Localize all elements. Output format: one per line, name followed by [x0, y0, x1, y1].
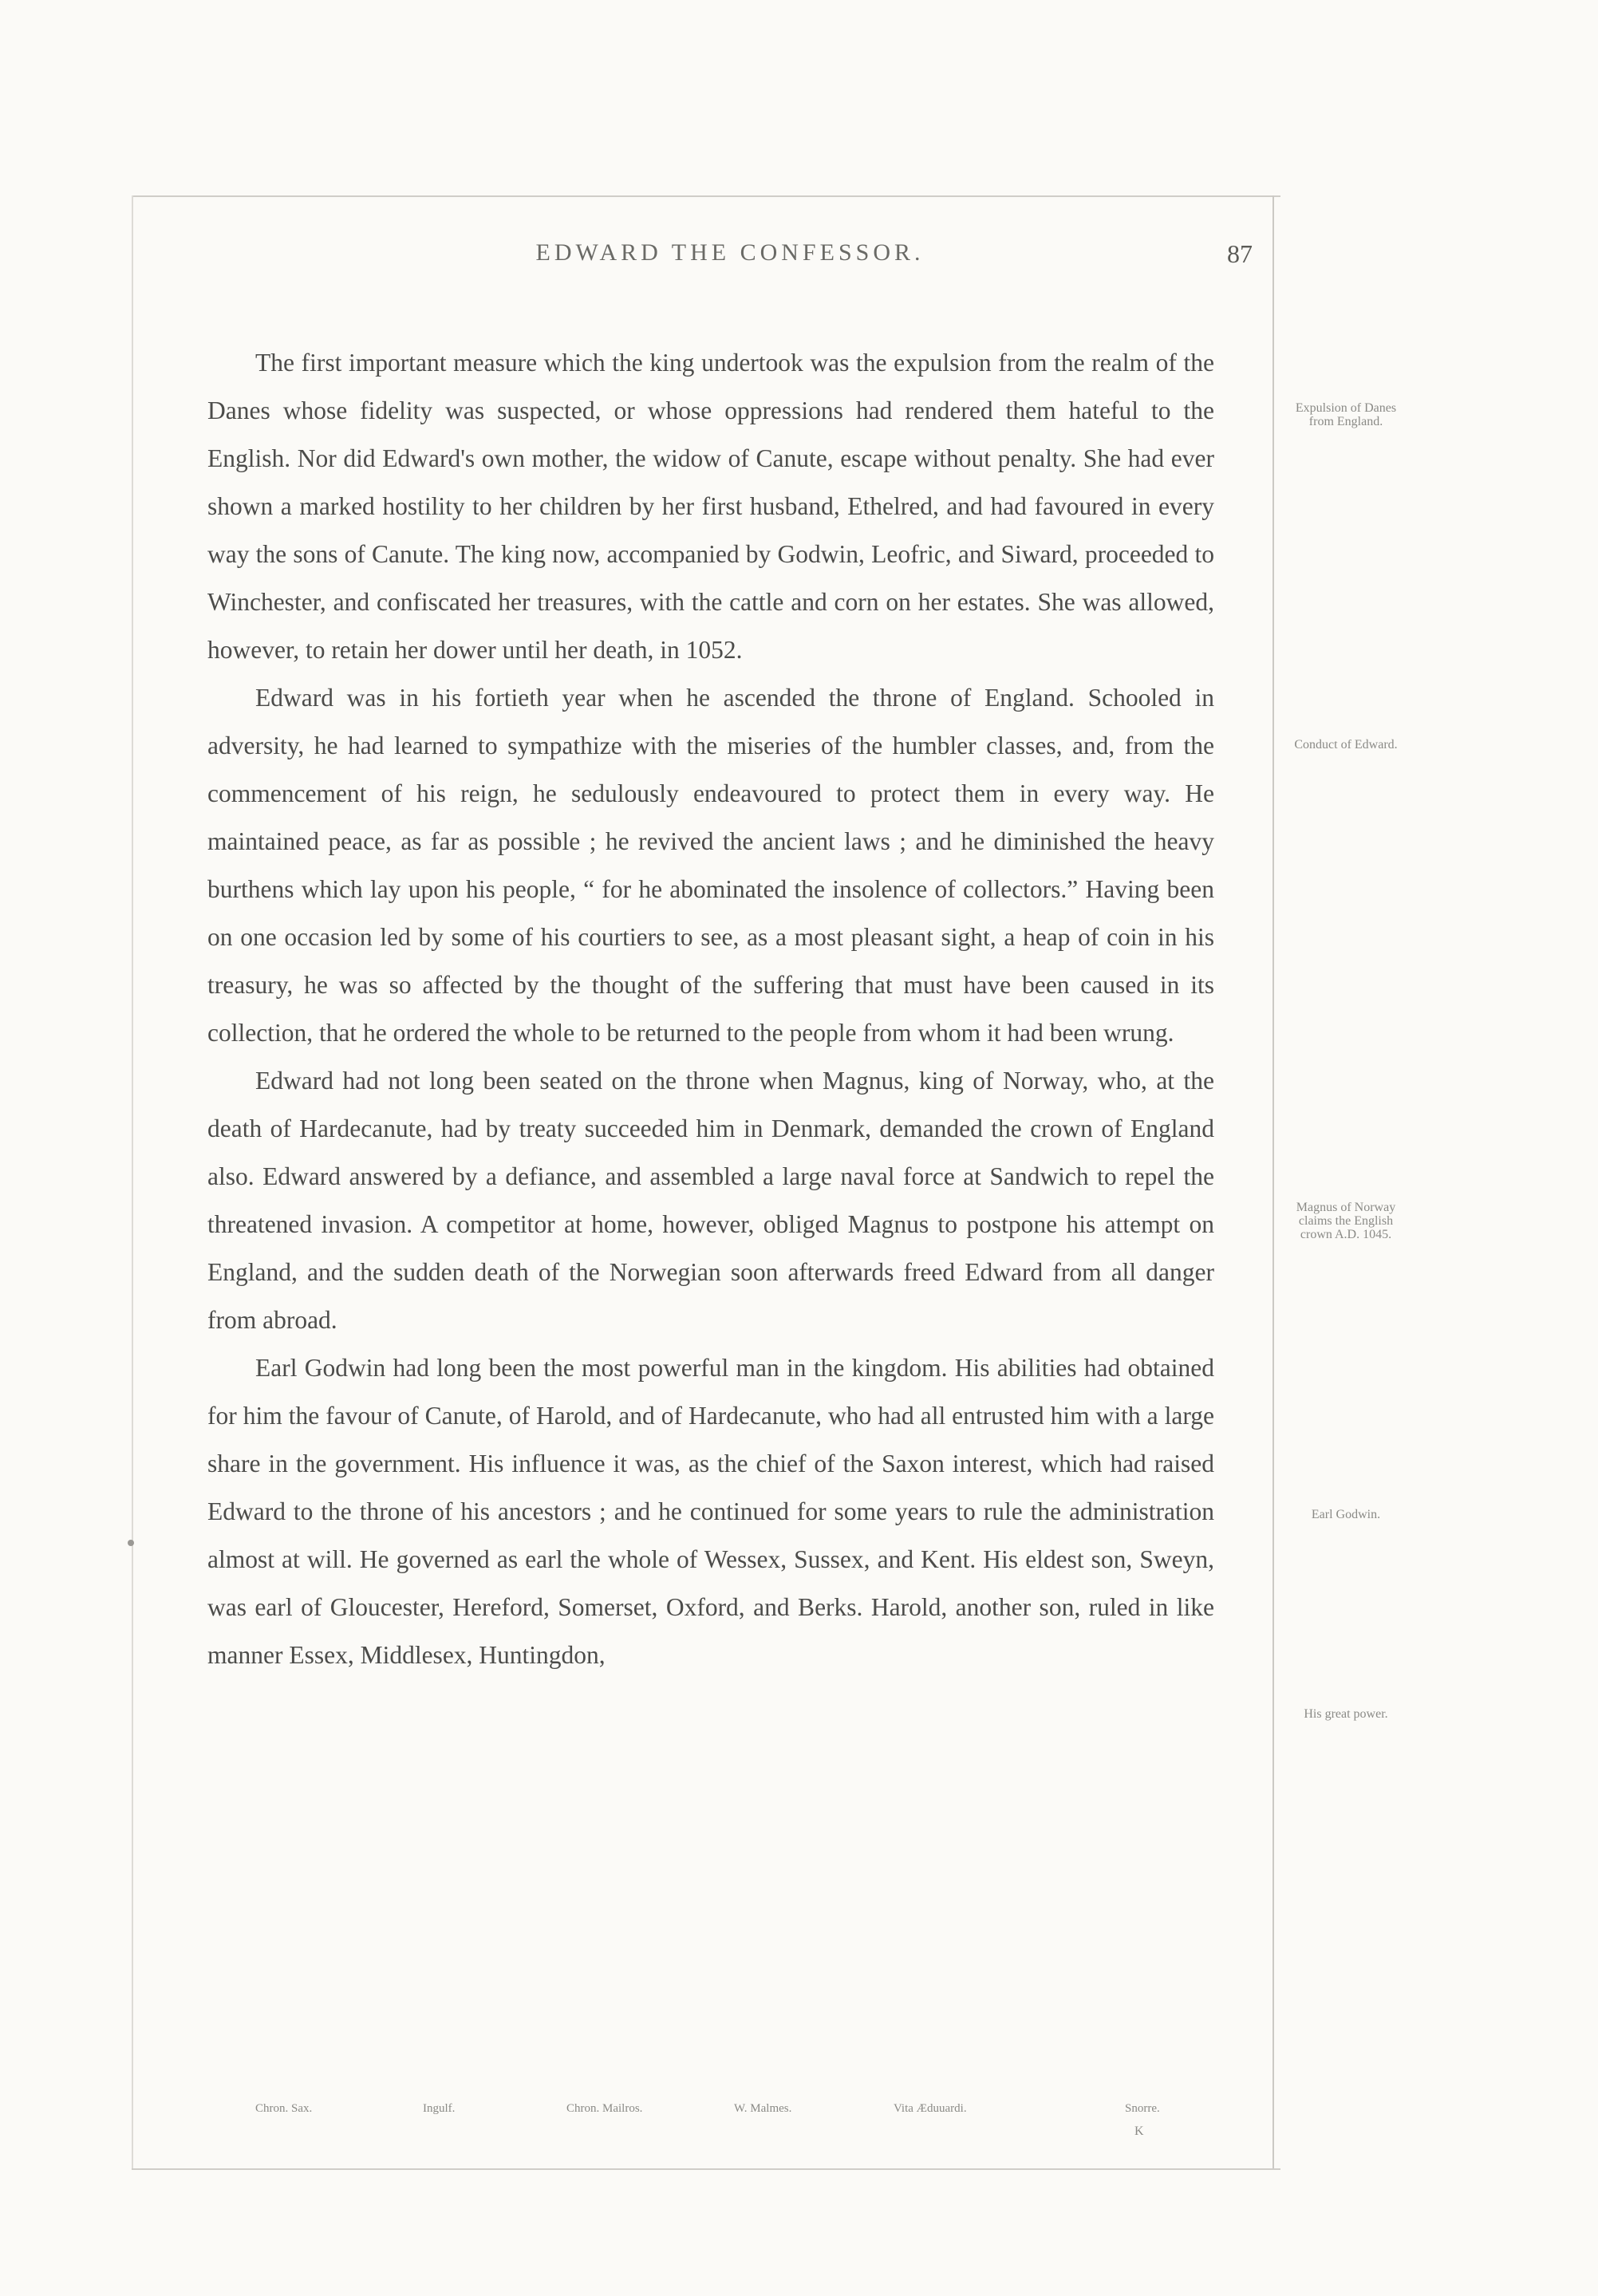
paragraph-earl-godwin: Earl Godwin had long been the most powerful man in the kingdom. His abilities had obtained for him the favour of Canute, of Harold, and of Hardecanute, who had all entrusted him with a large share in the government. His influence it was, as the chief of the Saxon interest, which had raised Edward to the throne of his ancestors ; and he continued for some years to rule the administration almost at will. He governed as earl the whole of Wessex, Sussex, and Kent. His eldest son, Sweyn, was earl of Gloucester, Hereford, Somerset, Oxford, and Berks. Harold, another son, ruled in like manner Essex, Middlesex, Huntingdon,: [207, 1354, 1214, 1669]
paragraph-magnus-of-norway: Edward had not long been seated on the throne when Magnus, king of Norway, who, at the death of Hardecanute, had by treaty succeeded him in Denmark, demanded the crown of England also. Edward answered by a defiance, and assembled a large naval force at Sandwich to repel the threatened invasion. A competitor at home, however, obliged Magnus to postpone his attempt on England, and the sudden death of the Norwegian soon afterwards freed Edward from all danger from abroad.: [207, 1067, 1214, 1334]
footnote-sources: [239, 2102, 1253, 2126]
sidenote-magnus-of-norway: Magnus of Norway claims the English crown A.D. 1045.: [1296, 1201, 1396, 1241]
footnote-source: Chron. Sax.: [255, 2102, 313, 2115]
page-frame-bottom-rule: [132, 2168, 1280, 2170]
paragraph-expulsion-of-danes: The first important measure which the king undertook was the expulsion from the realm of the Danes whose fidelity was suspected, or whose oppressions had rendered them hateful to the English. Nor did Edward's own mother, the widow of Canute, escape without penalty. She had ever shown a marked hostility to her children by her first husband, Ethelred, and had favoured in every way the sons of Canute. The king now, accompanied by Godwin, Leofric, and Siward, proceeded to Winchester, and confiscated her treasures, with the cattle and corn on her estates. She was allowed, however, to retain her dower until her death, in 1052.: [207, 349, 1214, 664]
sidenote-expulsion-of-danes: Expulsion of Danes from England.: [1295, 401, 1397, 428]
running-head: [207, 239, 1253, 279]
page-frame-left-rule: [132, 195, 133, 2170]
footnote-source: Ingulf.: [423, 2102, 456, 2115]
sidenote-earl-godwin: Earl Godwin.: [1311, 1508, 1381, 1521]
footnote-source: Vita Æduuardi.: [894, 2102, 967, 2115]
margin-dot-mark: [128, 1540, 134, 1546]
paragraph-conduct-of-edward: Edward was in his fortieth year when he ascended the throne of England. Schooled in adversity, he had learned to sympathize with the miseries of the humbler classes, and, from the commencement of his reign, he sedulously endeavoured to protect them in every way. He maintained peace, as far as possible ; he revived the ancient laws ; and he diminished the heavy burthens which lay upon his people, “ for he abominated the insolence of collectors.” Having been on one occasion led by some of his courtiers to see, as a most pleasant sight, a heap of coin in his treasury, he was so affected by the thought of the suffering that must have been caused in its collection, that he ordered the whole to be returned to the people from whom it had been wrung.: [207, 684, 1214, 1047]
body-text: [207, 339, 1214, 1679]
sidenote-his-great-power: His great power.: [1304, 1707, 1388, 1721]
page-number: 87: [1227, 239, 1253, 268]
footnote-source: W. Malmes.: [734, 2102, 792, 2115]
running-title: EDWARD THE CONFESSOR.: [535, 239, 925, 266]
footnote-source: Snorre.: [1125, 2102, 1160, 2115]
page-frame-top-rule: [132, 195, 1280, 197]
signature-mark: K: [1134, 2124, 1144, 2138]
page-frame-right-rule: [1272, 195, 1274, 2170]
sidenote-conduct-of-edward: Conduct of Edward.: [1294, 738, 1398, 752]
footnote-source: Chron. Mailros.: [566, 2102, 643, 2115]
